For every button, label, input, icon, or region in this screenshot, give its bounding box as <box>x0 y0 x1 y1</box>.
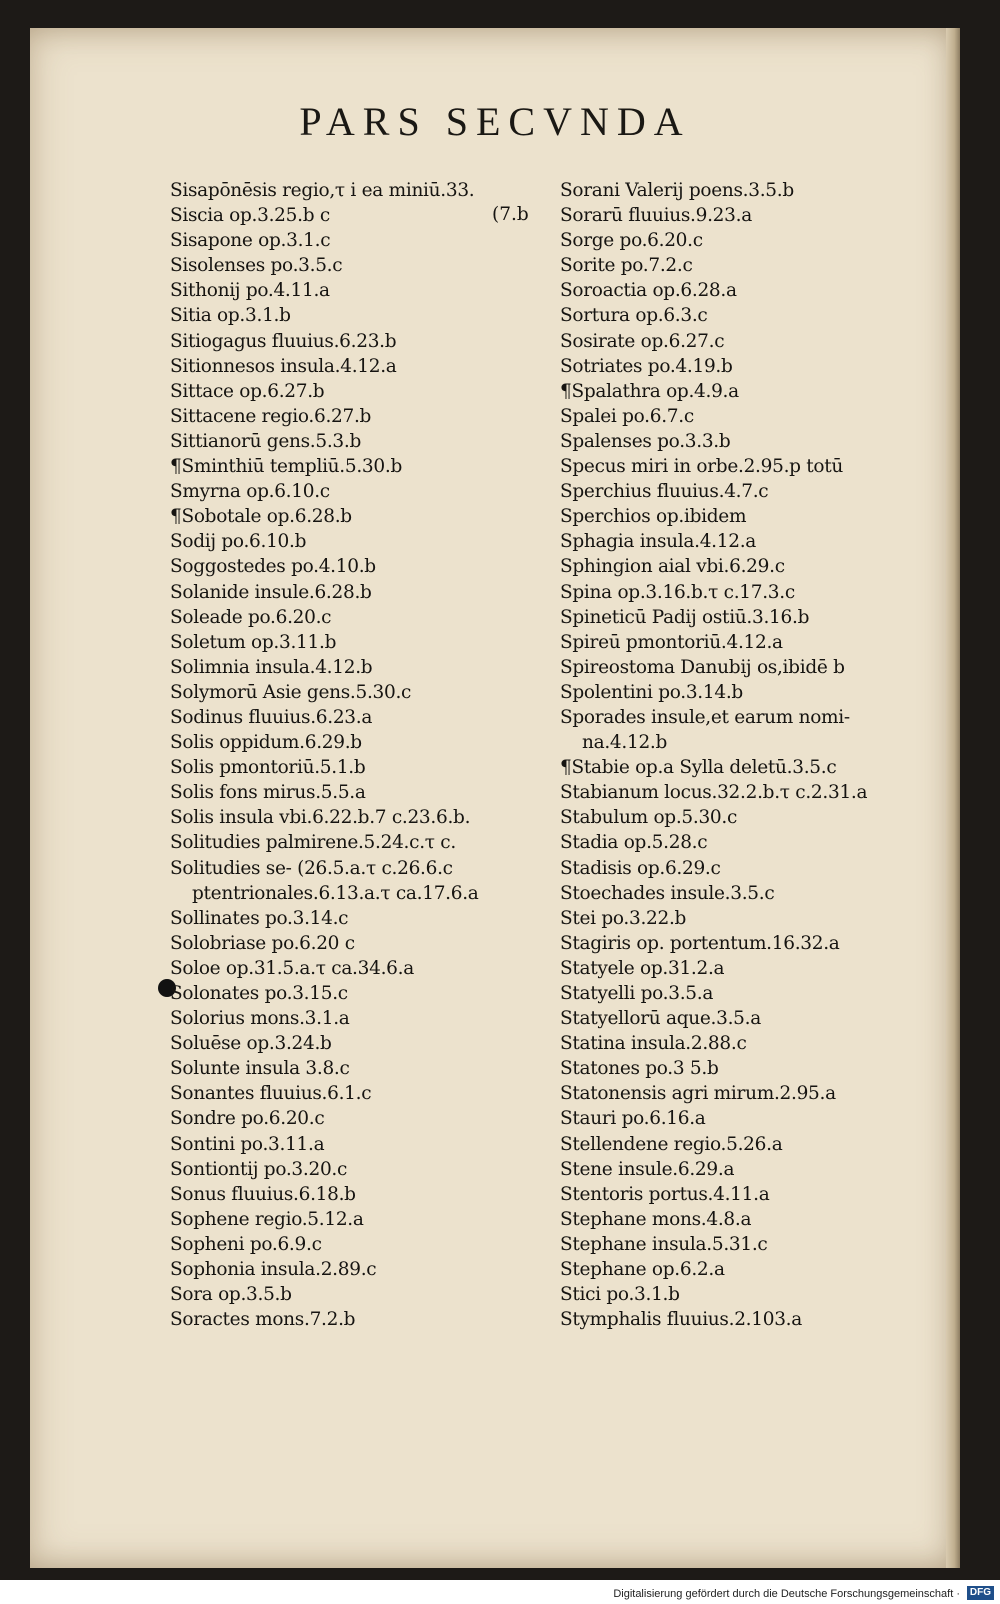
index-entry: Statyele op.31.2.a <box>560 957 725 979</box>
index-entry: Statina insula.2.88.c <box>560 1033 747 1055</box>
index-entry: Sortura op.6.3.c <box>560 305 708 327</box>
index-entry: Stephane mons.4.8.a <box>560 1208 752 1230</box>
index-entry: Soloe op.31.5.a.τ ca.34.6.a <box>170 957 414 979</box>
index-entry: Statyelli po.3.5.a <box>560 983 714 1004</box>
index-entry: Sisolenses po.3.5.c <box>170 255 343 277</box>
index-entry: Sora op.3.5.b <box>170 1284 292 1306</box>
footer-bar <box>0 1580 1000 1604</box>
index-entry: Stene insule.6.29.a <box>560 1158 735 1180</box>
index-entry: Sisapōnēsis regio,τ i ea miniū.33. <box>170 180 475 201</box>
index-entry: Stephane insula.5.31.c <box>560 1233 768 1255</box>
index-entry: Sodij po.6.10.b <box>170 531 307 553</box>
index-entry: Sotriates po.4.19.b <box>560 355 733 377</box>
index-entry: Sorarū fluuius.9.23.a <box>560 205 752 227</box>
index-entry: Solanide insule.6.28.b <box>170 581 372 603</box>
index-entry: Sphingion aial vbi.6.29.c <box>560 556 785 578</box>
index-entry: Stellendene regio.5.26.a <box>560 1133 783 1155</box>
index-entry: Sopheni po.6.9.c <box>170 1233 322 1255</box>
index-entry: Stymphalis fluuius.2.103.a <box>560 1309 802 1331</box>
index-entry: Sontini po.3.11.a <box>170 1133 325 1155</box>
index-entry: Sonantes fluuius.6.1.c <box>170 1083 372 1105</box>
index-entry: Spireostoma Danubij os,ibidē b <box>560 656 845 678</box>
index-entry: Spina op.3.16.b.τ c.17.3.c <box>560 581 795 603</box>
index-entry: Stadisis op.6.29.c <box>560 857 721 879</box>
index-entry: Sorani Valerij poens.3.5.b <box>560 180 794 201</box>
index-entry: Stadia op.5.28.c <box>560 832 708 854</box>
index-entry: ¶Sobotale op.6.28.b <box>170 506 352 528</box>
index-entry: Stabianum locus.32.2.b.τ c.2.31.a <box>560 782 868 804</box>
index-entry: Sitia op.3.1.b <box>170 305 291 327</box>
index-entry: Soroactia op.6.28.a <box>560 280 737 302</box>
index-entry: Solis insula vbi.6.22.b.7 c.23.6.b. <box>170 807 471 829</box>
index-entry: Sitionnesos insula.4.12.a <box>170 355 397 377</box>
index-entry: Spalei po.6.7.c <box>560 405 694 427</box>
index-entry: Solonates po.3.15.c <box>170 983 348 1004</box>
index-entry: Statyellorū aque.3.5.a <box>560 1008 761 1030</box>
index-entry: Spolentini po.3.14.b <box>560 681 743 703</box>
index-entry: Soggostedes po.4.10.b <box>170 556 376 578</box>
index-entry: na.4.12.b <box>582 732 668 754</box>
margin-note: (7.b <box>492 204 529 225</box>
index-entry: ¶Spalathra op.4.9.a <box>560 380 739 402</box>
index-entry: Solorius mons.3.1.a <box>170 1008 350 1030</box>
index-entry: Soletum op.3.11.b <box>170 631 337 653</box>
index-entry: Stagiris op. portentum.16.32.a <box>560 932 840 954</box>
index-entry: Statonensis agri mirum.2.95.a <box>560 1083 836 1105</box>
book-page <box>30 28 960 1568</box>
index-entry: Solymorū Asie gens.5.30.c <box>170 681 412 703</box>
index-entry: Spineticū Padij ostiū.3.16.b <box>560 606 810 628</box>
index-entry: Sittianorū gens.5.3.b <box>170 430 362 452</box>
index-entry: Sisapone op.3.1.c <box>170 230 331 252</box>
page-heading: PARS SECVNDA <box>299 99 691 144</box>
index-entry: Sperchios op.ibidem <box>560 506 747 528</box>
index-entry: Sosirate op.6.27.c <box>560 330 725 352</box>
index-entry: Soractes mons.7.2.b <box>170 1309 356 1331</box>
index-entry: Sophonia insula.2.89.c <box>170 1259 377 1281</box>
index-entry: Smyrna op.6.10.c <box>170 481 330 503</box>
footer-credit: Digitalisierung gefördert durch die Deutsche Forschungsgemeinschaft · <box>613 1588 960 1600</box>
index-entry: Sollinates po.3.14.c <box>170 907 349 929</box>
dfg-logo: DFG <box>967 1586 994 1600</box>
index-entry: Sperchius fluuius.4.7.c <box>560 481 769 503</box>
index-entry: Soluēse op.3.24.b <box>170 1033 332 1055</box>
index-entry: Sorge po.6.20.c <box>560 230 703 252</box>
index-entry: Solis pmontoriū.5.1.b <box>170 757 366 779</box>
index-column-right <box>560 178 960 1332</box>
index-entry: Solis oppidum.6.29.b <box>170 732 362 754</box>
index-entry: Stabulum op.5.30.c <box>560 807 738 829</box>
index-entry: Solobriase po.6.20 c <box>170 932 355 954</box>
index-entry: Stoechades insule.3.5.c <box>560 882 775 904</box>
index-entry: Solis fons mirus.5.5.a <box>170 782 366 804</box>
index-entry: Specus miri in orbe.2.95.p totū <box>560 456 843 478</box>
index-entry: Statones po.3 5.b <box>560 1058 719 1080</box>
index-entry: Stephane op.6.2.a <box>560 1259 725 1281</box>
index-entry: ptentrionales.6.13.a.τ ca.17.6.a <box>192 882 479 904</box>
index-entry: Sithonij po.4.11.a <box>170 280 330 302</box>
index-entry: Sittacene regio.6.27.b <box>170 405 372 427</box>
index-entry: Solimnia insula.4.12.b <box>170 656 373 678</box>
index-entry: Stentoris portus.4.11.a <box>560 1183 770 1205</box>
index-entry: Sondre po.6.20.c <box>170 1108 325 1130</box>
index-entry: ¶Stabie op.a Sylla deletū.3.5.c <box>560 757 837 779</box>
index-entry: Spalenses po.3.3.b <box>560 430 731 452</box>
index-entry: Stauri po.6.16.a <box>560 1108 706 1130</box>
index-entry: Sophene regio.5.12.a <box>170 1208 364 1230</box>
index-entry: Sonus fluuius.6.18.b <box>170 1183 356 1205</box>
index-entry: Solitudies palmirene.5.24.c.τ c. <box>170 832 456 854</box>
index-entry: Siscia op.3.25.b c <box>170 205 330 227</box>
index-entry: Sontiontij po.3.20.c <box>170 1158 348 1180</box>
index-entry: Sorite po.7.2.c <box>560 255 693 277</box>
index-entry: Sodinus fluuius.6.23.a <box>170 706 373 728</box>
index-entry: Soleade po.6.20.c <box>170 606 332 628</box>
index-entry: Sitiogagus fluuius.6.23.b <box>170 330 397 352</box>
index-entry: Spireū pmontoriū.4.12.a <box>560 631 783 653</box>
index-entry: Solunte insula 3.8.c <box>170 1058 350 1080</box>
index-entry: Sittace op.6.27.b <box>170 380 325 402</box>
index-entry: Stei po.3.22.b <box>560 907 687 929</box>
index-entry: Solitudies se- (26.5.a.τ c.26.6.c <box>170 857 453 879</box>
index-column-left <box>170 178 570 1332</box>
index-entry: ¶Sminthiū templiū.5.30.b <box>170 456 402 478</box>
index-entry: Sphagia insula.4.12.a <box>560 531 756 553</box>
index-entry: Sporades insule,et earum nomi- <box>560 706 850 728</box>
index-entry: Stici po.3.1.b <box>560 1284 680 1306</box>
